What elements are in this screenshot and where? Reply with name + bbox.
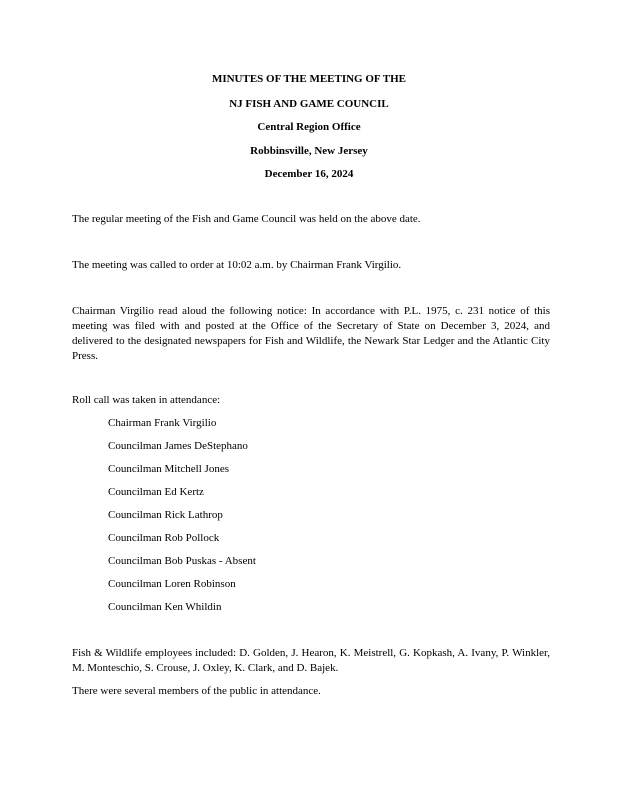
- list-item: Councilman Ken Whildin: [108, 601, 222, 613]
- list-item: Councilman Ed Kertz: [108, 486, 204, 498]
- call-to-order-paragraph: The meeting was called to order at 10:02 a.m. by Chairman Frank Virgilio.: [72, 259, 402, 271]
- title-line-2: NJ FISH AND GAME COUNCIL: [229, 98, 389, 110]
- meeting-date: December 16, 2024: [264, 168, 354, 180]
- list-item: Chairman Frank Virgilio: [108, 417, 217, 429]
- public-paragraph: There were several members of the public in attendance.: [72, 685, 321, 697]
- office-location: Robbinsville, New Jersey: [250, 145, 368, 157]
- employees-paragraph: Fish & Wildlife employees included: D. Golden, J. Hearon, K. Meistrell, G. Kopkash, A. Ivany, P. Winkler, M. Monteschio, S. Crouse, J. Oxley, K. Clark, and D. Bajek.: [72, 647, 550, 674]
- list-item: Councilman Bob Puskas - Absent: [108, 555, 256, 567]
- title-line-1: MINUTES OF THE MEETING OF THE: [211, 73, 407, 85]
- roll-call-intro: Roll call was taken in attendance:: [72, 394, 221, 406]
- office-name: Central Region Office: [257, 121, 361, 133]
- notice-paragraph: Chairman Virgilio read aloud the following notice: In accordance with P.L. 1975, c. 231 notice of this meeting was filed with and posted at the Office of the Secretary of State on December 3, 2024, and delivered to the designated newspapers for Fish and Wildlife, the Newark Star Ledger and the Atlantic City Press.: [72, 305, 550, 362]
- list-item: Councilman Rob Pollock: [108, 532, 220, 544]
- list-item: Councilman Loren Robinson: [108, 578, 236, 590]
- list-item: Councilman Mitchell Jones: [108, 463, 229, 475]
- held-paragraph: The regular meeting of the Fish and Game Council was held on the above date.: [72, 213, 421, 225]
- list-item: Councilman Rick Lathrop: [108, 509, 223, 521]
- list-item: Councilman James DeStephano: [108, 440, 248, 452]
